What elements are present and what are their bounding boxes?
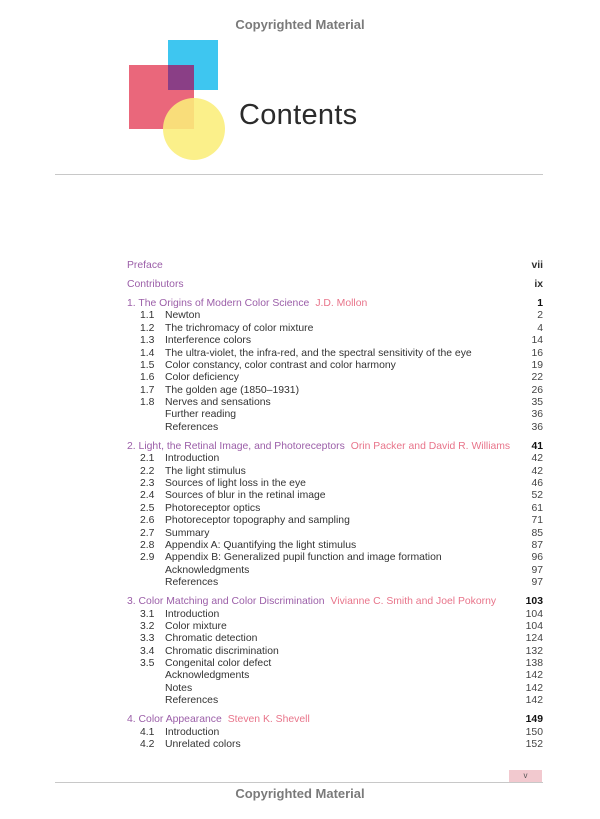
section-label: Acknowledgments (165, 564, 250, 576)
toc-section[interactable] (127, 515, 543, 527)
toc-section[interactable] (127, 490, 543, 502)
section-number: 3.1 (140, 608, 155, 620)
section-page: 124 (525, 633, 543, 645)
section-page: 35 (531, 397, 543, 409)
page-title: Contents (239, 99, 358, 131)
section-number: 3.3 (140, 633, 155, 645)
section-number: 1.1 (140, 310, 155, 322)
section-page: 96 (531, 552, 543, 564)
toc-section[interactable] (127, 621, 543, 633)
section-page: 42 (531, 453, 543, 465)
section-page: 152 (525, 739, 543, 751)
toc-section[interactable] (127, 348, 543, 360)
chapter-title: 3. Color Matching and Color Discrimination (127, 596, 325, 608)
section-label: The golden age (1850–1931) (165, 384, 300, 396)
toc-section[interactable] (127, 727, 543, 739)
section-number: 2.6 (140, 515, 155, 527)
toc-section[interactable] (127, 310, 543, 322)
toc-section[interactable] (127, 646, 543, 658)
section-page: 104 (525, 620, 543, 632)
divider-bottom (55, 782, 543, 783)
toc-chapter-3[interactable] (127, 596, 543, 608)
section-number: 2.9 (140, 552, 155, 564)
section-label: References (165, 577, 219, 589)
logo-yellow-circle (163, 98, 225, 160)
toc-chapter-4[interactable] (127, 714, 543, 726)
section-page: 19 (531, 359, 543, 371)
section-label: Newton (165, 310, 201, 322)
toc-entry-page: ix (534, 278, 543, 290)
chapter-author: Steven K. Shevell (227, 714, 310, 726)
section-page: 142 (525, 682, 543, 694)
section-page: 14 (531, 335, 543, 347)
toc-section[interactable] (127, 453, 543, 465)
section-number: 1.8 (140, 397, 155, 409)
toc-chapter-2[interactable] (127, 441, 543, 453)
toc-entry-label: Contributors (127, 278, 184, 290)
toc-section[interactable] (127, 670, 543, 682)
toc-section[interactable] (127, 372, 543, 384)
section-number: 3.5 (140, 658, 155, 670)
chapter-author: J.D. Mollon (315, 297, 368, 309)
toc-section[interactable] (127, 695, 543, 707)
section-number: 1.2 (140, 322, 155, 334)
toc-entry-label: Preface (127, 260, 163, 271)
section-number: 2.4 (140, 490, 155, 502)
section-number: 4.1 (140, 726, 155, 738)
section-number: 2.8 (140, 539, 155, 551)
section-number: 1.5 (140, 359, 155, 371)
section-page: 85 (531, 527, 543, 539)
toc-section[interactable] (127, 422, 543, 434)
section-number: 2.3 (140, 478, 155, 490)
section-number: 3.2 (140, 620, 155, 632)
section-number: 2.1 (140, 453, 155, 465)
section-page: 97 (531, 564, 543, 576)
section-label: Chromatic detection (165, 633, 258, 645)
toc-chapter-1[interactable] (127, 298, 543, 310)
section-number: 2.2 (140, 465, 155, 477)
chapter-author: Orin Packer and David R. Williams (350, 440, 511, 452)
section-number: 1.7 (140, 384, 155, 396)
section-label: The trichromacy of color mixture (165, 322, 314, 334)
toc-entry-contributors[interactable] (127, 279, 543, 291)
chapter-title: 2. Light, the Retinal Image, and Photoreceptors (127, 440, 345, 452)
section-page: 16 (531, 347, 543, 359)
section-page: 104 (525, 608, 543, 620)
chapter-title: 4. Color Appearance (127, 714, 222, 726)
section-label: Sources of light loss in the eye (165, 478, 306, 490)
section-label: Sources of blur in the retinal image (165, 490, 326, 502)
toc-section[interactable] (127, 609, 543, 621)
section-label: Color constancy, color contrast and color harmony (165, 359, 396, 371)
section-page: 71 (531, 515, 543, 527)
section-number: 2.5 (140, 502, 155, 514)
toc-section[interactable] (127, 577, 543, 589)
toc-section[interactable] (127, 478, 543, 490)
section-label: The light stimulus (165, 465, 246, 477)
section-page: 52 (531, 490, 543, 502)
table-of-contents (127, 260, 543, 751)
section-label: Photoreceptor topography and sampling (165, 515, 350, 527)
section-label: Color mixture (165, 620, 227, 632)
section-label: Unrelated colors (165, 739, 241, 751)
section-page: 36 (531, 409, 543, 421)
section-number: 1.6 (140, 372, 155, 384)
toc-section[interactable] (127, 633, 543, 645)
section-label: Notes (165, 682, 193, 694)
chapter-page: 103 (525, 596, 543, 608)
section-label: The ultra-violet, the infra-red, and the spectral sensitivity of the eye (165, 347, 472, 359)
section-number: 2.7 (140, 527, 155, 539)
section-page: 2 (537, 310, 543, 322)
section-page: 46 (531, 478, 543, 490)
toc-entry-preface[interactable] (127, 260, 543, 272)
divider-top (55, 174, 543, 175)
section-label: Further reading (165, 409, 237, 421)
section-page: 36 (531, 421, 543, 433)
toc-section[interactable] (127, 385, 543, 397)
color-squares-logo (128, 38, 228, 162)
chapter-page: 149 (525, 714, 543, 726)
section-page: 42 (531, 465, 543, 477)
section-label: Photoreceptor optics (165, 502, 261, 514)
section-label: Nerves and sensations (165, 397, 271, 409)
section-label: Congenital color defect (165, 658, 272, 670)
toc-section[interactable] (127, 360, 543, 372)
section-page: 97 (531, 577, 543, 589)
section-label: Introduction (165, 726, 220, 738)
section-number: 1.3 (140, 335, 155, 347)
section-page: 61 (531, 502, 543, 514)
toc-section[interactable] (127, 565, 543, 577)
toc-section[interactable] (127, 335, 543, 347)
toc-section[interactable] (127, 552, 543, 564)
section-label: Interference colors (165, 335, 252, 347)
toc-section[interactable] (127, 466, 543, 478)
toc-section[interactable] (127, 739, 543, 751)
section-page: 150 (525, 726, 543, 738)
section-label: Introduction (165, 608, 220, 620)
toc-section[interactable] (127, 683, 543, 695)
section-page: 132 (525, 645, 543, 657)
section-label: Acknowledgments (165, 670, 250, 682)
toc-section[interactable] (127, 503, 543, 515)
watermark-bottom: Copyrighted Material (235, 786, 365, 801)
section-page: 22 (531, 372, 543, 384)
section-label: Introduction (165, 453, 220, 465)
section-number: 4.2 (140, 739, 155, 751)
toc-section[interactable] (127, 540, 543, 552)
section-label: Appendix B: Generalized pupil function and image formation (165, 552, 442, 564)
section-number: 1.4 (140, 347, 155, 359)
section-label: References (165, 695, 219, 707)
section-label: References (165, 421, 219, 433)
toc-section[interactable] (127, 397, 543, 409)
section-label: Color deficiency (165, 372, 239, 384)
toc-entry-page: vii (531, 260, 543, 271)
section-page: 4 (537, 322, 543, 334)
chapter-page: 41 (531, 440, 543, 452)
section-page: 138 (525, 658, 543, 670)
section-page: 26 (531, 384, 543, 396)
toc-section[interactable] (127, 409, 543, 421)
section-label: Appendix A: Quantifying the light stimulus (165, 539, 357, 551)
chapter-title: 1. The Origins of Modern Color Science (127, 297, 310, 309)
section-page: 87 (531, 539, 543, 551)
logo-overlap-blue-red (168, 65, 194, 90)
section-label: Chromatic discrimination (165, 645, 279, 657)
watermark-top: Copyrighted Material (235, 17, 365, 32)
toc-section[interactable] (127, 658, 543, 670)
section-number: 3.4 (140, 645, 155, 657)
chapter-page: 1 (537, 297, 543, 309)
toc-section[interactable] (127, 528, 543, 540)
chapter-author: Vivianne C. Smith and Joel Pokorny (330, 596, 497, 608)
section-label: Summary (165, 527, 210, 539)
next-page-marker[interactable]: v (509, 770, 542, 782)
section-page: 142 (525, 695, 543, 707)
toc-section[interactable] (127, 323, 543, 335)
section-page: 142 (525, 670, 543, 682)
